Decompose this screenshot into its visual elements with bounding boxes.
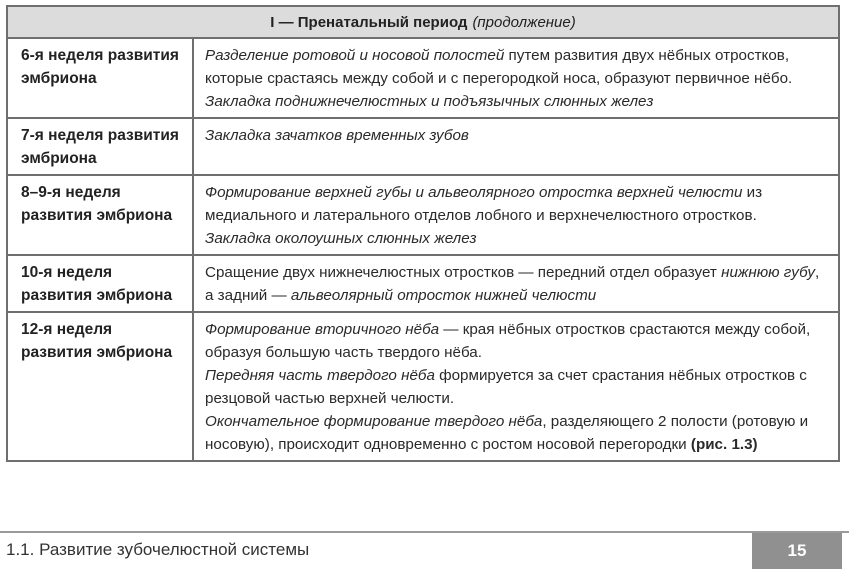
description-line [205,261,826,307]
stage-cell: 12-я неделя развития эмбриона [8,313,194,460]
italic-term: Окончательное формирование твердого нёба [205,413,543,430]
description-cell [194,256,838,311]
italic-term: Закладка околоушных слюнных желез [205,230,477,247]
italic-term: Закладка поднижнечелюстных и подъязычных слюнных желез [205,93,654,110]
italic-term: Формирование верхней губы и альвеолярного отростка верхней челюсти [205,184,743,201]
section-title: 1.1. Развитие зубочелюстной системы [6,540,310,559]
figure-reference: (рис. 1.3) [690,436,758,453]
italic-term: Формирование вторичного нёба [205,321,440,338]
footer-divider [0,531,849,533]
stage-cell: 8–9-я неделя развития эмбриона [8,176,194,254]
description-line [205,410,826,456]
plain-text: из медиального и латерального отделов лобного и верхнечелюстного отростков. [205,184,763,224]
italic-term: Разделение ротовой и носовой полостей [205,47,505,64]
description-cell [194,39,838,117]
table-row [8,176,838,256]
table-row [8,39,838,119]
plain-text: Сращение двух нижнечелюстных отростков — передний отдел образует [205,264,722,281]
description-line [205,318,826,364]
stage-cell: 6-я неделя развития эмбриона [8,39,194,117]
table-row [8,119,838,176]
header-continuation: (продолжение) [472,13,576,31]
description-line [205,124,826,147]
plain-text: , разделяющего 2 полости (ротовую и носовую), происходит одновременно с ростом носовой перегородки [205,413,809,453]
italic-term: нижнюю губу [721,264,815,281]
table-row [8,256,838,313]
description-line [205,227,826,250]
description-line [205,44,826,90]
description-cell [194,176,838,254]
stage-cell: 7-я неделя развития эмбриона [8,119,194,174]
description-line [205,364,826,410]
header-title: I — Пренатальный период [270,13,468,31]
plain-text: — края нёбных отростков срастаются между собой, образуя большую часть твердого нёба. [205,321,811,361]
page-number: 15 [752,533,842,569]
description-line [205,90,826,113]
development-table [6,5,840,462]
description-cell [194,313,838,460]
plain-text: путем развития двух нёбных отростков, которые срастаясь между собой и с перегородкой носа, образуют первичное нёбо. [205,47,793,87]
table-header [8,7,838,39]
table-row [8,313,838,460]
italic-term: Передняя часть твердого нёба [205,367,435,384]
italic-term: Закладка зачатков временных зубов [205,127,469,144]
description-line [205,181,826,227]
plain-text: , а задний — [205,264,820,304]
italic-term: альвеолярный отросток нижней челюсти [290,287,597,304]
description-cell [194,119,838,174]
stage-cell: 10-я неделя развития эмбриона [8,256,194,311]
plain-text: формируется за счет срастания нёбных отростков с резцовой частью верхней челюсти. [205,367,807,407]
